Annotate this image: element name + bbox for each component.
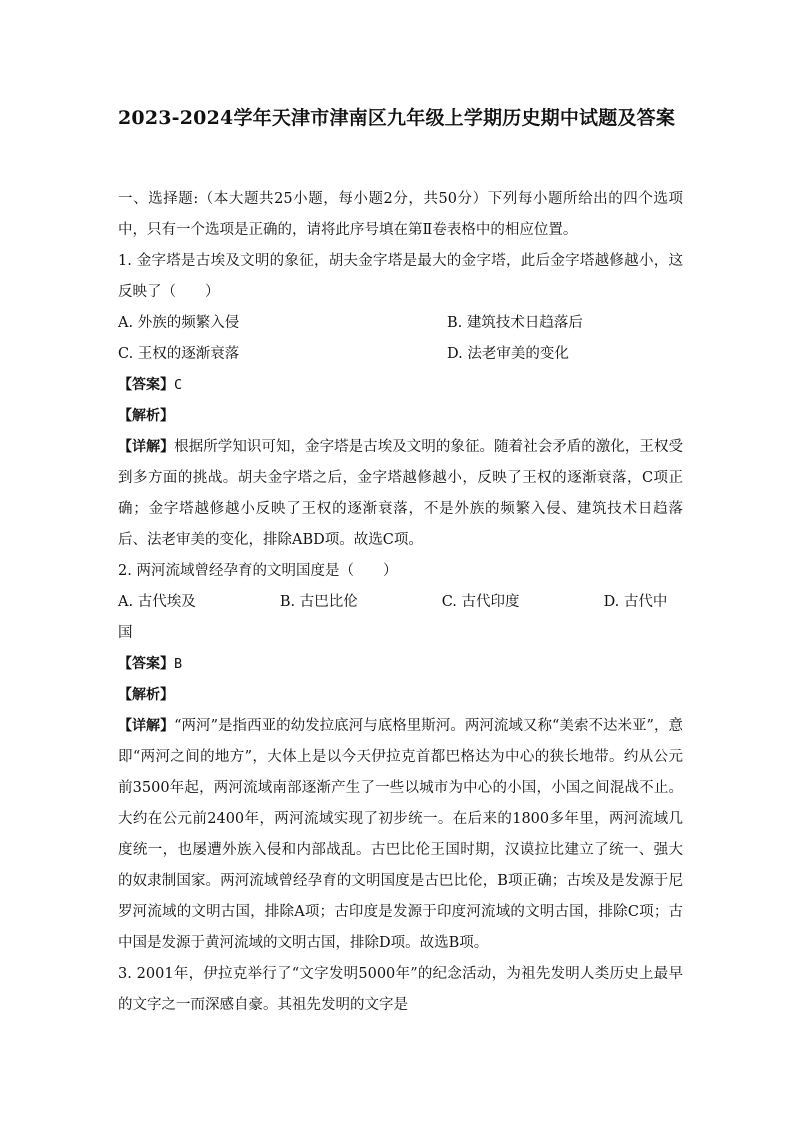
analysis-line	[118, 401, 683, 432]
option-a: A. 古代埃及	[118, 594, 196, 610]
answer-line	[118, 370, 683, 401]
option-b: B. 建筑技术日趋落后	[447, 315, 583, 331]
analysis-label: 【解析】	[118, 408, 174, 424]
detail-text: 根据所学知识可知，金字塔是古埃及文明的象征。随着社会矛盾的激化，王权受到多方面的挑战。胡夫金字塔之后，金字塔越修越小，反映了王权的逐渐衰落，C项正确；金字塔越修越小反映了王权的逐渐衰落，不是外族的频繁入侵、建筑技术日趋落后、法老审美的变化，排除ABD项。故选C项。	[118, 439, 684, 548]
option-d: D. 古代中	[603, 594, 668, 610]
document-content	[118, 184, 683, 1021]
answer-label: 【答案】	[118, 656, 174, 672]
analysis-label: 【解析】	[118, 687, 174, 703]
question-stem: 1. 金字塔是古埃及文明的象征，胡夫金字塔是最大的金字塔，此后金字塔越修越小，这反映了（ ）	[118, 253, 683, 300]
question-stem: 3. 2001年，伊拉克举行了“文字发明5000年”的纪念活动，为祖先发明人类历史上最早的文字之一而深感自豪。其祖先发明的文字是	[118, 966, 683, 1013]
section-intro: 一、选择题:（本大题共25小题，每小题2分，共50分）下列每小题所给出的四个选项中，只有一个选项是正确的，请将此序号填在第Ⅱ卷表格中的相应位置。	[118, 191, 683, 238]
option-row	[118, 587, 683, 618]
option-c: C. 王权的逐渐衰落	[118, 346, 240, 362]
document-title: 2023-2024学年天津市津南区九年级上学期历史期中试题及答案	[118, 107, 676, 129]
option-b: B. 古巴比伦	[279, 594, 358, 610]
question-3	[118, 959, 683, 1021]
detail-text: “两河”是指西亚的幼发拉底河与底格里斯河。两河流域又称“美索不达米亚”，意即“两河之间的地方”，大体上是以今天伊拉克首都巴格达为中心的狭长地带。约从公元前3500年起，两河流域南部逐渐产生了一些以城市为中心的小国，小国之间混战不止。大约在公元前2400年，两河流域实现了初步统一。在后来的1800多年里，两河流域几度统一，也屡遭外族入侵和内部战乱。古巴比伦王国时期，汉谟拉比建立了统一、强大的奴隶制国家。两河流域曾经孕育的文明国度是古巴比伦，B项正确；古埃及是发源于尼罗河流域的文明古国，排除A项；古印度是发源于印度河流域的文明古国，排除C项；古中国是发源于黄河流域的文明古国，排除D项。故选B项。	[118, 718, 684, 951]
option-block	[118, 587, 683, 649]
answer-value: C	[174, 377, 183, 393]
question-2	[118, 556, 683, 959]
answer-value: B	[174, 656, 183, 672]
option-row	[118, 308, 683, 339]
detail-label: 【详解】	[118, 718, 175, 734]
detail-label: 【详解】	[118, 439, 175, 455]
option-row	[118, 339, 683, 370]
option-a: A. 外族的频繁入侵	[118, 315, 240, 331]
question-stem: 2. 两河流域曾经孕育的文明国度是（ ）	[118, 563, 398, 579]
option-d-wrap: 国	[118, 625, 133, 641]
detail-paragraph	[118, 711, 683, 959]
analysis-line	[118, 680, 683, 711]
question-1	[118, 246, 683, 556]
option-c: C. 古代印度	[441, 594, 520, 610]
answer-label: 【答案】	[118, 377, 174, 393]
detail-paragraph	[118, 432, 683, 556]
option-d: D. 法老审美的变化	[447, 346, 569, 362]
answer-line	[118, 649, 683, 680]
